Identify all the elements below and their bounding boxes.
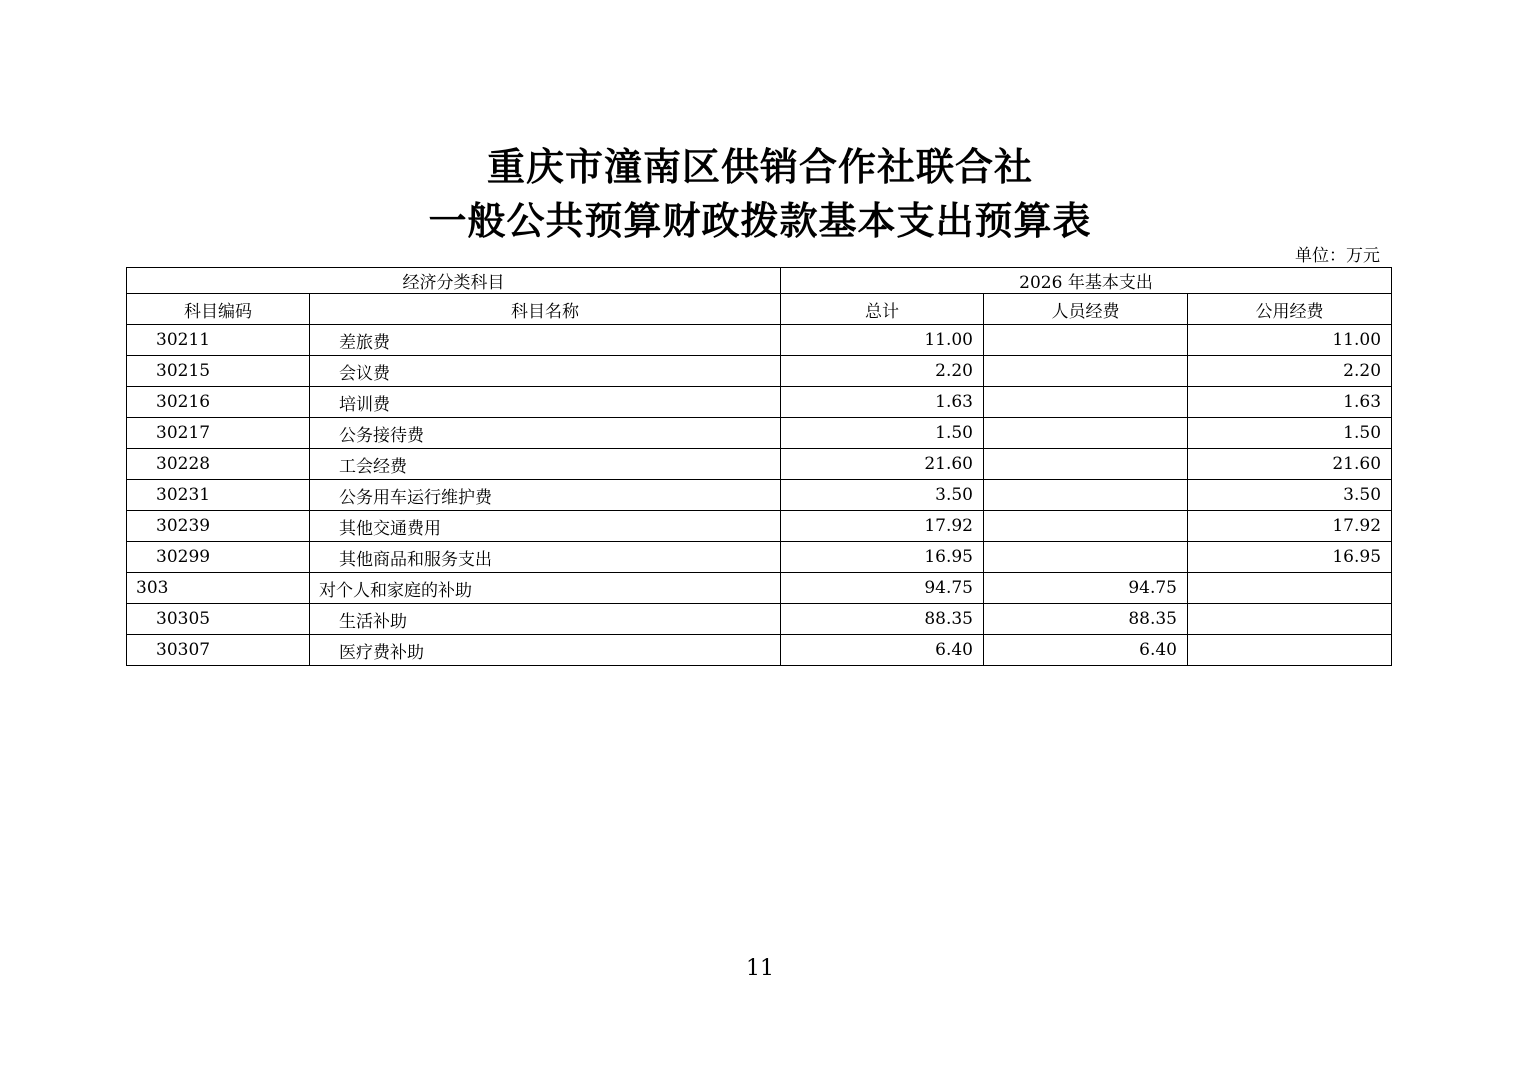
cell-total: 16.95 (781, 542, 984, 573)
cell-public (1188, 635, 1392, 666)
cell-total: 6.40 (781, 635, 984, 666)
cell-public: 21.60 (1188, 449, 1392, 480)
cell-code: 30299 (127, 542, 310, 573)
group-header-row (127, 268, 1392, 294)
cell-personnel: 94.75 (984, 573, 1188, 604)
unit-label: 单位：万元 (1295, 246, 1380, 266)
header-economic-classification: 经济分类科目 (127, 268, 781, 294)
page-number: 11 (746, 956, 774, 981)
cell-total: 21.60 (781, 449, 984, 480)
cell-public: 1.63 (1188, 387, 1392, 418)
table-row (127, 573, 1392, 604)
cell-personnel (984, 480, 1188, 511)
cell-personnel (984, 387, 1188, 418)
cell-personnel (984, 356, 1188, 387)
column-header-total: 总计 (781, 294, 984, 325)
column-header-row (127, 294, 1392, 325)
cell-total: 2.20 (781, 356, 984, 387)
cell-name: 会议费 (310, 356, 781, 387)
cell-code: 30231 (127, 480, 310, 511)
header-2026-basic-expenditure: 2026 年基本支出 (781, 268, 1392, 294)
column-header-personnel: 人员经费 (984, 294, 1188, 325)
page-title-line2: 一般公共预算财政拨款基本支出预算表 (428, 198, 1092, 243)
cell-public: 1.50 (1188, 418, 1392, 449)
cell-code: 30307 (127, 635, 310, 666)
cell-personnel (984, 418, 1188, 449)
column-header-name: 科目名称 (310, 294, 781, 325)
table-row (127, 604, 1392, 635)
cell-name: 其他商品和服务支出 (310, 542, 781, 573)
table-row (127, 387, 1392, 418)
cell-code: 30215 (127, 356, 310, 387)
table-row (127, 449, 1392, 480)
cell-code: 30216 (127, 387, 310, 418)
cell-code: 30211 (127, 325, 310, 356)
cell-name: 差旅费 (310, 325, 781, 356)
cell-name: 生活补助 (310, 604, 781, 635)
cell-code: 30228 (127, 449, 310, 480)
table-row (127, 480, 1392, 511)
cell-personnel (984, 542, 1188, 573)
table-row (127, 356, 1392, 387)
table-row (127, 511, 1392, 542)
cell-name: 对个人和家庭的补助 (310, 573, 781, 604)
table-row (127, 325, 1392, 356)
page-title-line1: 重庆市潼南区供销合作社联合社 (486, 144, 1033, 189)
cell-personnel (984, 325, 1188, 356)
cell-public: 11.00 (1188, 325, 1392, 356)
cell-code: 30305 (127, 604, 310, 635)
cell-total: 94.75 (781, 573, 984, 604)
cell-name: 其他交通费用 (310, 511, 781, 542)
cell-name: 培训费 (310, 387, 781, 418)
cell-total: 1.50 (781, 418, 984, 449)
table-row (127, 418, 1392, 449)
cell-code: 303 (127, 573, 310, 604)
cell-name: 医疗费补助 (310, 635, 781, 666)
budget-table (126, 267, 1392, 666)
table-row (127, 635, 1392, 666)
cell-total: 3.50 (781, 480, 984, 511)
cell-name: 工会经费 (310, 449, 781, 480)
cell-public (1188, 604, 1392, 635)
cell-personnel: 88.35 (984, 604, 1188, 635)
cell-code: 30239 (127, 511, 310, 542)
column-header-code: 科目编码 (127, 294, 310, 325)
cell-name: 公务接待费 (310, 418, 781, 449)
cell-total: 17.92 (781, 511, 984, 542)
cell-total: 11.00 (781, 325, 984, 356)
cell-personnel: 6.40 (984, 635, 1188, 666)
cell-code: 30217 (127, 418, 310, 449)
cell-total: 1.63 (781, 387, 984, 418)
cell-personnel (984, 449, 1188, 480)
cell-name: 公务用车运行维护费 (310, 480, 781, 511)
cell-public: 3.50 (1188, 480, 1392, 511)
cell-public: 16.95 (1188, 542, 1392, 573)
cell-total: 88.35 (781, 604, 984, 635)
cell-public: 17.92 (1188, 511, 1392, 542)
cell-personnel (984, 511, 1188, 542)
table-row (127, 542, 1392, 573)
cell-public: 2.20 (1188, 356, 1392, 387)
cell-public (1188, 573, 1392, 604)
column-header-public: 公用经费 (1188, 294, 1392, 325)
